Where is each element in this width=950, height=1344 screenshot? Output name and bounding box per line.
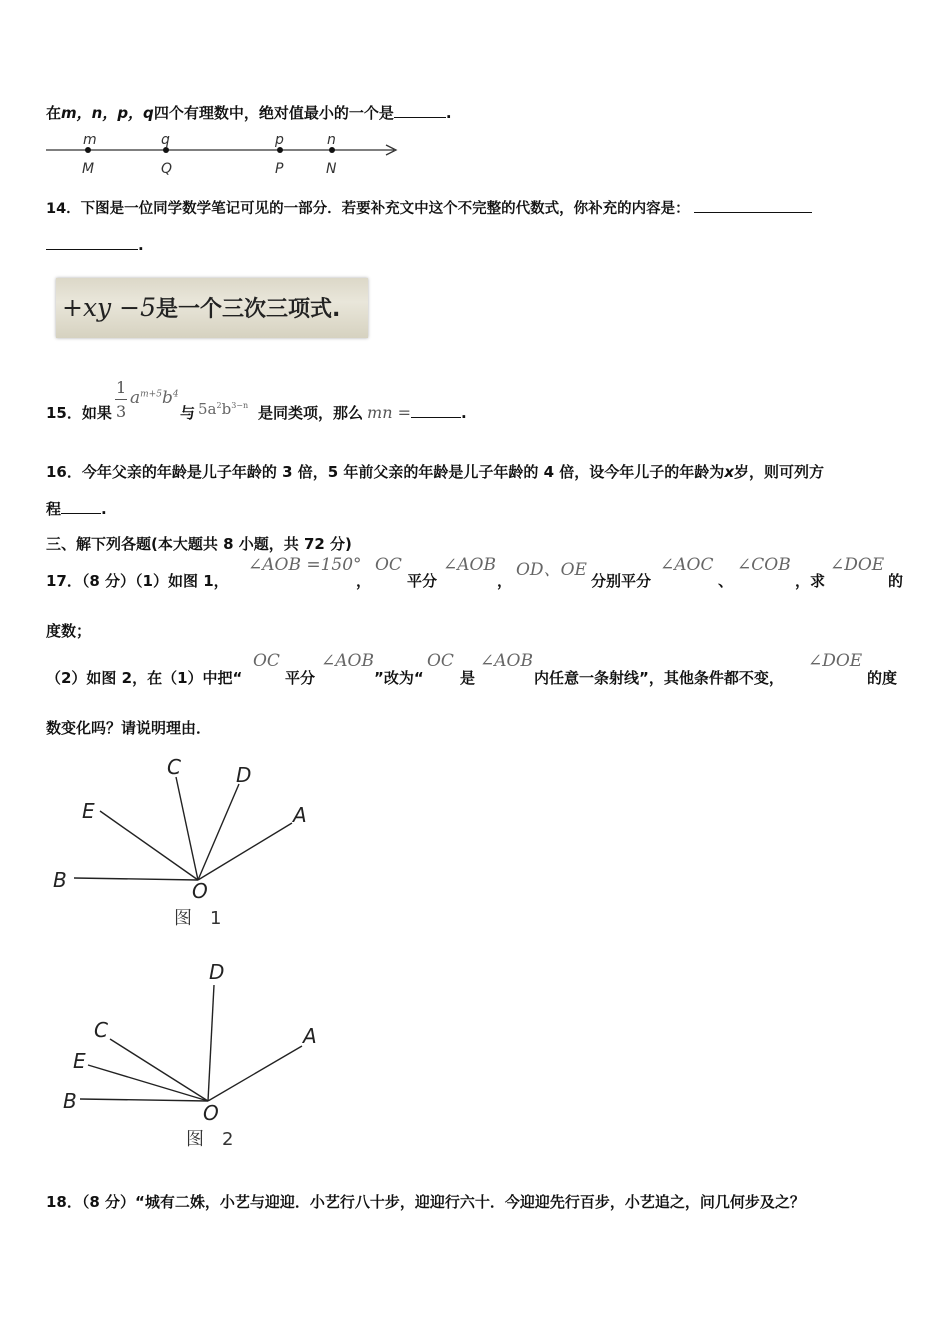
q13-rest: 四个有理数中，绝对值最小的一个是 [153,104,394,122]
number-line-upper-q: q [161,132,170,148]
q14-blank-1 [694,211,812,213]
q15-mid: 与 [180,404,196,422]
fig2-label-O: O [203,1101,219,1125]
fig1-ray-oc [176,777,198,880]
number-line-lower-M: M [82,161,95,177]
q17-angle-aob: ∠AOB =150° [248,555,362,575]
fig1-ray-oe [100,811,198,880]
fig2-label-E: E [73,1049,86,1073]
q15-fraction-denominator: 3 [116,402,127,421]
fig2-ray-od [208,985,214,1101]
section-3-heading: 三、解下列各题(本大题共 8 小题，共 72 分) [46,535,352,553]
q17-of: 的 [888,572,904,590]
fig2-label-A: A [303,1024,317,1048]
fig1-label-E: E [82,799,95,823]
q15-term1-b: b [161,388,173,408]
notebook-text [62,292,340,323]
q18-text: 18．（8 分）“城有二姝，小艺与迎迎．小艺行八十步，迎迎行六十．今迎迎先行百步，小艺追之，问几何步及之？ [46,1193,805,1211]
q17-p2-oc: OC [253,651,280,671]
q16-var: x [724,463,734,481]
q17-p1-start: 17．（8 分）（1）如图 1， [46,572,229,590]
fig1-label-D: D [236,763,252,787]
number-line-point-p [274,132,284,177]
q13-blank [394,116,446,118]
number-line-lower-Q: Q [161,161,173,177]
q14-line1-text: 14．下图是一位同学数学笔记可见的一部分．若要补充文中这个不完整的代数式，你补充的内容是： [46,201,690,217]
fig2-label-C: C [94,1018,108,1042]
q15-term2-b: b [221,400,232,418]
q17-p2-inner: 内任意一条射线”，其他条件都不变， [534,669,784,687]
q13-end: . [445,104,452,122]
q14-blank-2 [46,248,138,250]
number-line-point-n [326,132,337,177]
q14-line2 [46,236,144,254]
figure-2 [46,955,326,1155]
q17-bisect2: 分别平分 [591,572,652,590]
q13-text [46,102,452,123]
q16-blank [61,512,101,514]
q17-p2-is: 是 [460,669,476,687]
q15-term2-a-exp: 2 [216,401,222,410]
fig2-ray-oe [88,1065,208,1101]
q17-angle-aob2: ∠AOB [443,555,496,575]
fig1-label-B: B [53,868,67,892]
fig2-ray-ob [80,1099,208,1101]
q17-p2-end: 的度 [867,669,898,687]
fig1-label-A: A [293,803,307,827]
number-line-upper-n: n [327,132,336,148]
q15-prefix: 15．如果 [46,404,112,422]
q15-blank [411,416,461,418]
q14-line1 [46,197,812,218]
q15-term1-a: a [130,388,141,408]
q15-fraction-numerator: 1 [116,378,127,397]
q17-angle-cob: ∠COB [737,555,791,575]
q15-fraction-bar [115,399,127,400]
q16-line2-start: 程 [46,500,62,518]
q17-p2-oc2: OC [427,651,454,671]
fig1-label-C: C [167,755,181,779]
q15-term1 [130,388,179,408]
q17-comma1: ， [356,572,372,590]
number-line-point-m [82,132,97,177]
number-line [40,128,410,180]
q15-term2-b-exp: 3−n [231,401,249,410]
number-line-upper-p: p [275,132,284,148]
q15-expr: mn = [367,403,411,422]
fig2-ray-oa [208,1046,302,1101]
q16-line1-text: 16．今年父亲的年龄是儿子年龄的 3 倍，5 年前父亲的年龄是儿子年龄的 4 倍，设今年儿子的年龄为 [46,463,725,481]
q17-p2-start: （2）如图 2，在（1）中把“ [46,669,243,687]
q16-line1-end: 岁，则可列方 [734,463,825,481]
fig1-caption: 图 1 [174,908,222,929]
figure-1 [46,752,326,942]
fig2-label-B: B [63,1089,77,1113]
number-line-lower-N: N [326,161,337,177]
q15-after [258,402,467,423]
q17-p2-doe: ∠DOE [808,651,863,671]
q17-comma2: ， [497,572,513,590]
fig1-label-O: O [192,879,208,903]
q17-bisect1: 平分 [407,572,438,590]
q17-p2-aob: ∠AOB [321,651,374,671]
q17-od-oe: OD、OE [516,560,587,580]
q14-line2-end: . [138,236,144,254]
q15-term1-a-exp: m+5 [140,389,162,400]
q15-end: . [460,404,467,422]
q15-term2-a: 5a [198,400,217,418]
q17-p2-aob2: ∠AOB [480,651,533,671]
number-line-point-q [161,132,172,177]
q17-sep: 、 [718,572,734,590]
notebook-words: 是一个三次三项式. [155,297,341,322]
notebook-image [56,278,368,338]
q17-line2: 度数； [46,622,92,640]
number-line-upper-m: m [83,132,97,148]
q13-prefix: 在 [46,104,62,122]
q13-vars: m，n，p，q [61,104,154,122]
q16-line2-end: . [101,500,107,518]
q17-p2-change: ”改为“ [374,669,424,687]
q17-oc: OC [375,555,402,575]
q17-p2-bisect: 平分 [285,669,316,687]
q15-after-text: 是同类项，那么 [258,404,364,422]
q16-line2 [46,498,107,519]
fig2-caption: 图 2 [186,1129,234,1150]
q15-term1-b-exp: 4 [172,389,179,400]
q17-ask: ，求 [795,572,826,590]
fig1-ray-oa [198,823,292,880]
fig2-ray-oc [110,1039,208,1101]
q17-line4: 数变化吗？请说明理由． [46,719,212,737]
notebook-math: +xy −5 [62,293,156,322]
q17-angle-aoc: ∠AOC [660,555,714,575]
number-line-lower-P: P [275,161,284,177]
q15-term2 [198,400,248,418]
fig1-ray-od [198,784,239,880]
q17-angle-doe: ∠DOE [830,555,885,575]
fig1-ray-ob [74,878,198,880]
q16-line1 [46,461,824,482]
fig2-label-D: D [209,960,225,984]
